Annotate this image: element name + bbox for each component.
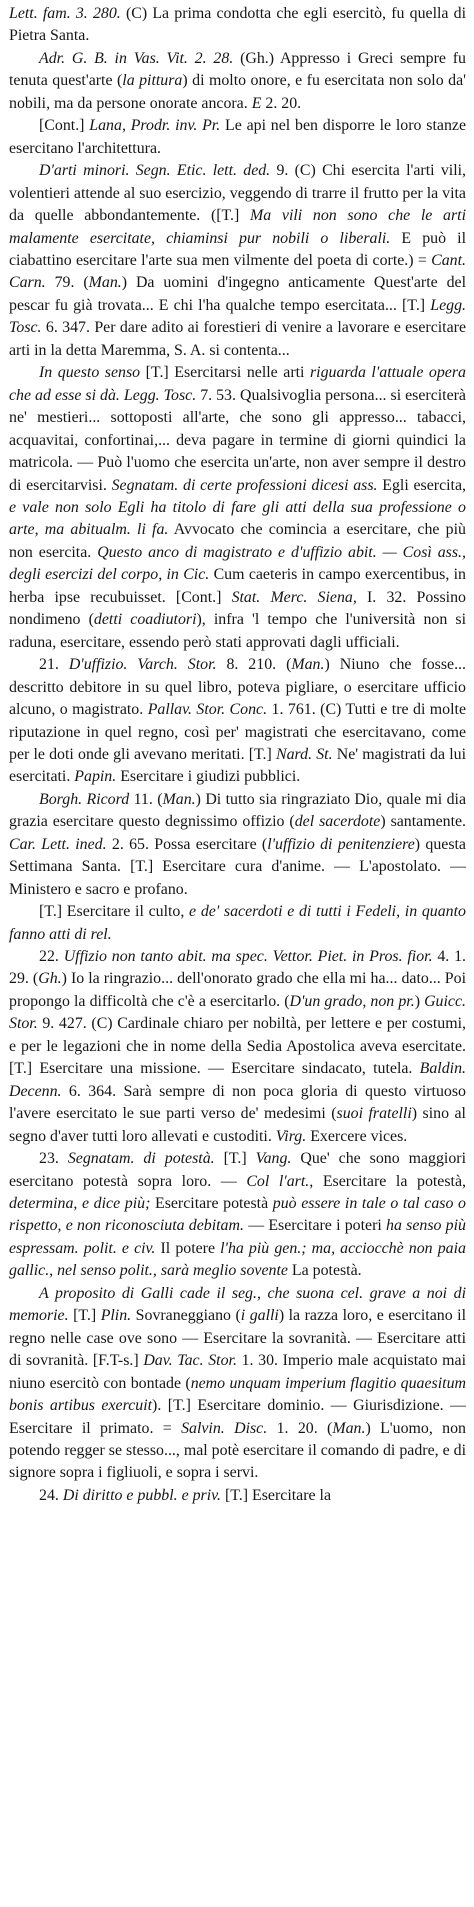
text-segment: 1. 30. Imperio male acquistato mai niuno esercitò con bontade (: [9, 1352, 466, 1392]
text-segment: ). [T.] Esercitare dominio. — Giurisdizione. — Esercitare il primato. =: [9, 1397, 466, 1437]
italic-text: Lana, Prodr. inv. Pr.: [89, 117, 226, 135]
text-segment: ) la razza loro, e esercitano il regno nelle case ove sono — Esercitare la sovranità. — Esercitare atti di sovranità. [F.T-s.]: [9, 1307, 466, 1370]
text-segment: Sovraneggiano (: [135, 1307, 241, 1325]
italic-text: i galli: [240, 1307, 279, 1325]
entry-paragraph: [9, 1485, 466, 1507]
text-segment: 6. 347. Per dare adito ai forestieri di venire a lavorare e esercitare arti in la detta Maremma, S. A. si contenta...: [9, 319, 466, 359]
entry-paragraph: [9, 3, 466, 48]
text-segment: [T.]: [223, 1150, 256, 1168]
text-segment: 6. 364. Sarà sempre di non poca gloria di questo virtuoso l'avere esercitato le sue parti verso de' medesimi (: [9, 1082, 466, 1123]
text-segment: [T.] Esercitare il culto,: [39, 903, 190, 921]
text-segment: Il potere: [155, 1239, 221, 1257]
text-segment: ), infra 'l tempo che l'università non si raduna, esercitare, essendo però stati approvati dagli ufficiali.: [9, 611, 467, 651]
italic-text: l'uffizio di penitenziere: [267, 835, 415, 853]
italic-text: E: [251, 94, 266, 112]
text-segment: 22.: [39, 948, 64, 966]
text-segment: 1. 20. (: [276, 1419, 333, 1437]
entry-paragraph: [9, 115, 466, 160]
italic-text: e de' sacerdoti e di tutti i Fedeli, in quanto fanno atti di rel.: [9, 903, 466, 943]
italic-text: riguarda l'attuale opera che ad esse si dà. Legg. Tosc.: [9, 364, 466, 404]
text-segment: Esercitare potestà: [150, 1195, 273, 1213]
text-segment: 11. (: [133, 790, 163, 808]
italic-text: Adr. G. B. in Vas. Vit. 2. 28.: [39, 49, 241, 67]
italic-text: Uffizio non tanto abit. ma spec. Vettor. Piet. in Pros. fior.: [63, 948, 438, 966]
entry-paragraph: [9, 48, 466, 115]
entry-paragraph: [9, 901, 466, 946]
text-segment: — Esercitare i poteri: [243, 1217, 387, 1235]
italic-text: Man.: [291, 656, 325, 674]
text-segment: ) di molto onore, e fu esercitata non solo da' nobili, ma da persone onorate ancora.: [9, 72, 466, 112]
text-segment: 9. (C) Chi esercita l'arti vili, volentieri attende al suo esercizio, veggendo di trarre il frutto per la vita da quelle abbondantemente. ([T.]: [9, 162, 466, 225]
text-segment: Esercitare i giudizi pubblici.: [120, 768, 301, 786]
text-segment: 7. 53. Qualsivoglia persona... si eserciterà ne' mestieri... sottoposti all'arte, che sono gli appresso... tabacci, acquavitai, confortinai,... deva pagare in termine di giorni quindici la matricola. — Può l'uomo che esercita un'arte, non aver sempre il destro di esercitarvisi.: [9, 386, 466, 494]
italic-text: nemo unquam imperium flagitio quaesitum bonis artibus exercuit: [9, 1374, 466, 1415]
italic-text: Cant. Carn.: [9, 251, 466, 292]
text-segment: 21.: [39, 656, 69, 674]
text-segment: 8. 210. (: [226, 656, 292, 674]
text-segment: ) questa Settimana Santa. [T.] Esercitare cura d'anime. — L'apostolato. — Ministero e sacro e profano.: [9, 835, 466, 898]
italic-text: Plin.: [100, 1307, 136, 1325]
text-segment: 2. 65. Possa esercitare (: [111, 835, 268, 853]
text-segment: [T.] Esercitarsi nelle arti: [145, 364, 310, 382]
italic-text: Gh.: [38, 970, 62, 988]
italic-text: Stat. Merc. Siena,: [231, 588, 368, 606]
italic-text: D'un grado, non pr.: [289, 992, 415, 1010]
italic-text: A proposito di Galli cade il seg., che suona cel. grave a noi di memorie.: [9, 1284, 466, 1325]
entry-paragraph: [9, 362, 466, 654]
text-segment: Ne' magistrati da lui esercitati.: [9, 745, 466, 786]
text-segment: ) Io la ringrazio... dell'onorato grado che ella mi ha... dato... Poi propongo la difficoltà che c'è a esercitarlo. (: [9, 970, 466, 1010]
text-segment: 23.: [39, 1150, 68, 1168]
text-segment: Esercitare la potestà,: [322, 1172, 466, 1190]
italic-text: Car. Lett. ined.: [9, 835, 112, 853]
italic-text: Lett. fam. 3. 280.: [9, 5, 126, 22]
italic-text: Man.: [88, 274, 122, 292]
italic-text: suoi fratelli: [336, 1105, 412, 1123]
italic-text: la pittura: [122, 72, 183, 90]
entry-paragraph: [9, 946, 466, 1148]
entry-paragraph: [9, 789, 466, 901]
italic-text: detti coadiutori: [93, 611, 197, 629]
text-segment: (Gh.) Appresso i Greci sempre fu tenuta quest'arte (: [9, 49, 466, 90]
text-segment: 79. (: [54, 274, 89, 292]
italic-text: Questo anco di magistrato e d'uffizio abit. — Così ass., degli esercizi del corpo, in Cic.: [9, 543, 466, 584]
text-segment: [T.]: [73, 1307, 101, 1325]
text-segment: ) Da uomini d'ingegno anticamente Quest'arte del pescar fu già trovata... E chi l'ha qualche tempo esercitata... [T.]: [9, 274, 466, 314]
text-segment: ) santamente.: [380, 813, 467, 831]
text-segment: (C) La prima condotta che egli esercitò, fu quella di Pietra Santa.: [9, 5, 466, 45]
text-segment: E può il ciabattino esercitare l'arte sua men vilmente del poeta di corte.) =: [9, 229, 466, 269]
text-segment: ) sino al segno d'aver tutti loro allevati e custoditi.: [9, 1105, 466, 1145]
text-segment: ) L'uomo, non potendo regger se stesso..., mal potè esercitare il comando di padre, e di signore sopra i figliuoli, e sopra i servi.: [9, 1419, 466, 1482]
italic-text: l'ha più gen.; ma, acciocchè non paia gallic., nel senso polit., sarà meglio sovente: [9, 1239, 466, 1280]
italic-text: Virg.: [275, 1127, 311, 1145]
text-segment: 2. 20.: [265, 94, 302, 112]
text-segment: 9. 427. (C) Cardinale chiaro per nobiltà, per lettere e per costumi, e per le legazioni che in nome della Sedia Apostolica aveva esercitate. [T.] Esercitare una missione. — Esercitare sindacato, tutela.: [9, 1015, 466, 1078]
text-segment: I. 32. Possino nondimeno (: [9, 588, 466, 629]
entry-paragraph: [9, 654, 466, 789]
text-segment: Exercere vices.: [310, 1127, 408, 1145]
text-segment: Que' che sono maggiori esercitano potestà sopra loro. —: [9, 1150, 466, 1190]
text-segment: Egli esercita,: [377, 476, 466, 494]
italic-text: Baldin. Decenn.: [9, 1060, 466, 1100]
italic-text: In questo senso: [39, 364, 146, 382]
italic-text: Borgh. Ricord: [39, 790, 134, 808]
text-segment: Cum caeteris in campo exercentibus, in herba ipse recubuisset. [Cont.]: [9, 566, 467, 606]
italic-text: Legg. Tosc.: [9, 296, 466, 337]
italic-text: D'uffizio. Varch. Stor.: [68, 656, 227, 674]
italic-text: D'arti minori. Segn. Etic. lett. ded.: [39, 162, 277, 180]
italic-text: Guicc. Stor.: [9, 992, 466, 1033]
italic-text: Nard. St.: [275, 745, 337, 763]
italic-text: Papin.: [74, 768, 121, 786]
italic-text: Pallav. Stor. Conc.: [147, 701, 272, 719]
text-segment: ): [414, 992, 425, 1010]
text-segment: 4. 1. 29. (: [9, 948, 467, 988]
italic-text: determina, e dice più;: [9, 1195, 151, 1213]
text-segment: 1. 761. (C) Tutti e tre di molte riputazione in quel regno, così per' magistrati che esercitavano, come per le doti onde gli avevano meritati. [T.]: [9, 701, 467, 763]
text-segment: 24.: [39, 1486, 63, 1504]
italic-text: del sacerdote: [294, 813, 381, 831]
text-segment: La potestà.: [287, 1262, 362, 1280]
italic-text: Segnatam. di certe professioni dicesi ass.: [111, 476, 378, 494]
italic-text: Dav. Tac. Stor.: [143, 1352, 242, 1370]
text-segment: Le api nel ben disporre le loro stanze esercitano l'architettura.: [9, 117, 466, 157]
italic-text: Salvin. Disc.: [181, 1419, 277, 1437]
text-segment: ) Niuno che fosse... descritto debitore in su quel libro, poteva pigliare, o esercitare ufficio alcuno, o magistrato.: [9, 656, 466, 719]
italic-text: Segnatam. di potestà.: [67, 1150, 224, 1168]
italic-text: Man.: [162, 790, 196, 808]
italic-text: Col l'art.,: [246, 1172, 323, 1190]
italic-text: Vang.: [255, 1150, 301, 1168]
entry-paragraph: [9, 1283, 466, 1485]
italic-text: ha senso più espressam. polit. e civ.: [9, 1217, 466, 1257]
text-segment: Avvocato che comincia a esercitare, che più non esercita.: [9, 521, 466, 561]
italic-text: Di diritto e pubbl. e priv.: [62, 1486, 225, 1504]
italic-text: e vale non solo Egli ha titolo di fare gli atti della sua professione o arte, ma abitualm. li fa.: [9, 498, 466, 539]
text-segment: [Cont.]: [39, 117, 90, 135]
italic-text: Man.: [332, 1419, 366, 1437]
text-segment: ) Di tutto sia ringraziato Dio, quale mi dia grazia esercitare questo degnissimo offizio (: [9, 790, 466, 831]
italic-text: può essere in tale o tal caso o rispetto, e non riconosciuta debitam.: [9, 1195, 466, 1235]
italic-text: Ma vili non sono che le arti malamente esercitate, chiaminsi pur nobili o liberali.: [9, 207, 467, 247]
text-segment: [T.] Esercitare la: [224, 1486, 331, 1504]
entry-paragraph: [9, 1148, 466, 1283]
entry-paragraph: [9, 160, 466, 362]
